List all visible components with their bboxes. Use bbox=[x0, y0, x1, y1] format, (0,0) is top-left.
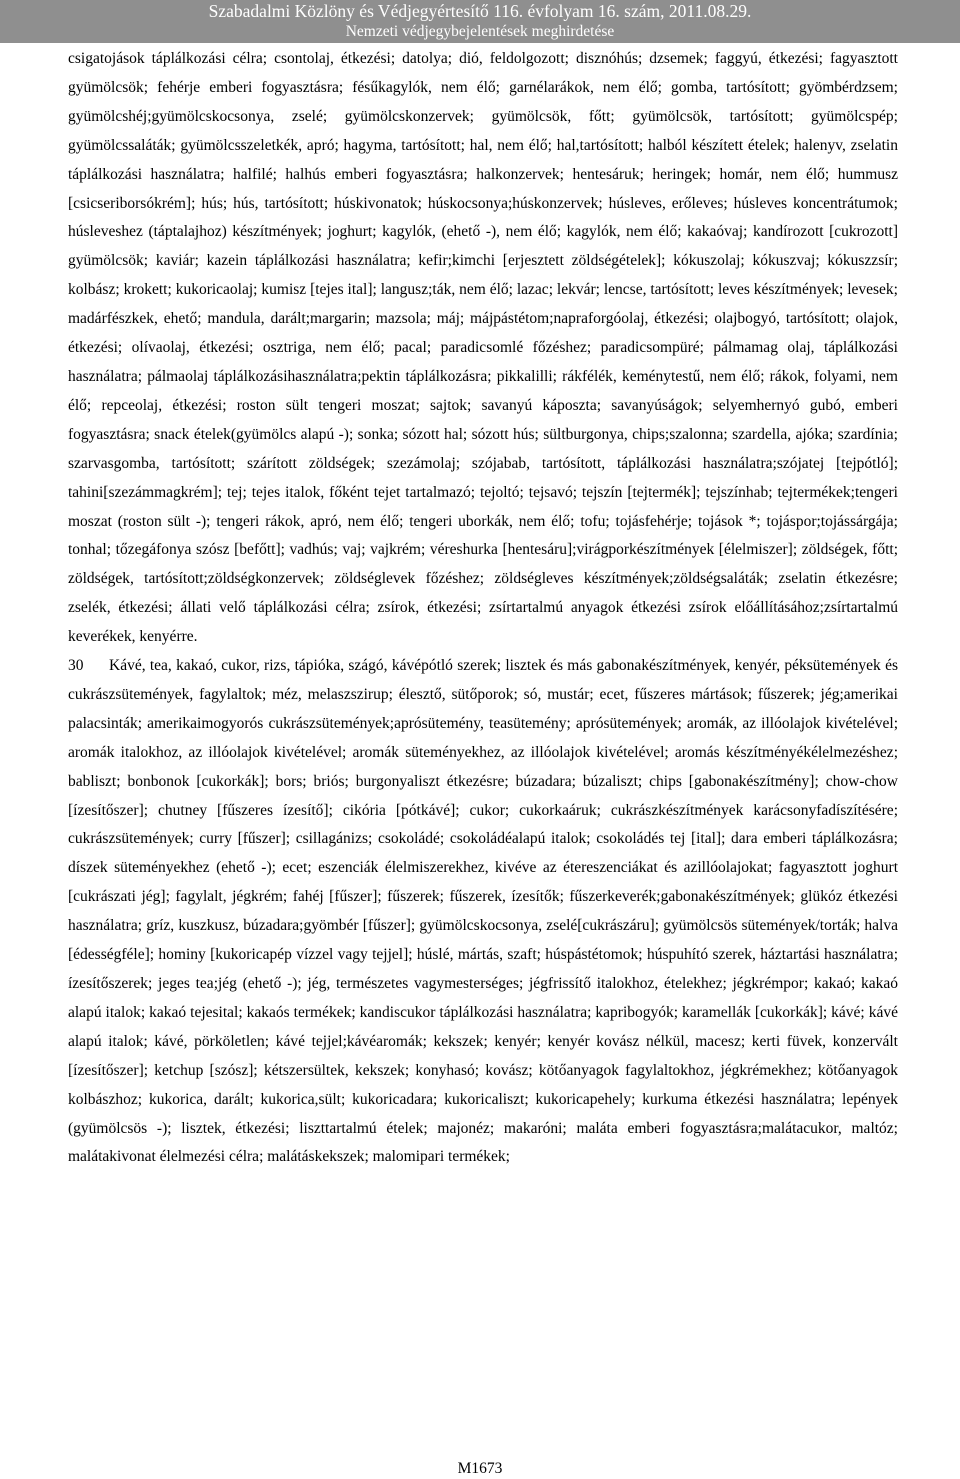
section-title: Nemzeti védjegybejelentések meghirdetése bbox=[345, 23, 615, 40]
publication-title: Szabadalmi Közlöny és Védjegyértesítő 116. évfolyam 16. szám, 2011.08.29. bbox=[208, 1, 752, 21]
class-30-paragraph bbox=[68, 652, 898, 1172]
page-number: M1673 bbox=[457, 1460, 503, 1477]
document-body bbox=[68, 45, 898, 1172]
class-30-text: Kávé, tea, kakaó, cukor, rizs, tápióka, szágó, kávépótló szerek; lisztek és más gabonakészítmények, kenyér, péksütemények és cukrászsütemények, fagylaltok; méz, melaszszirup; élesztő, sütőporok; só, mustár; ecet, fűszeres mártások; fűszerek; jég;amerikai palacsinták; amerikaimogyorós cukrászsütemények;aprósütemény, teasütemény; aprósütemények; aromák, az illóolajok kivételével; aromák italokhoz, az illóolajok kivételével; aromák süteményekhez, az illóolajok kivételével; aromás készítményékélelmezéshez; babliszt; bonbonok [cukorkák]; bors; briós; burgonyaliszt étkezésre; búzadara; búzaliszt; chips [gabonakészítmény]; chow-chow [ízesítőszer]; chutney [fűszeres ízesítő]; cikória [pótkávé]; cukor; cukorkaáruk; cukrászkészítmények karácsonyfadíszítésére; cukrászsütemények; curry [fűszer]; csillagánizs; csokoládé; csokoládéalapú italok; csokoládés tej [ital]; dara emberi táplálkozásra; díszek süteményekhez (ehető -); ecet; eszenciák élelmiszerekhez, kivéve az étereszenciákat és azillóolajokat; fagyasztott joghurt [cukrászati jég]; fagylalt, jégkrém; fahéj [fűszer]; fűszerek; fűszerek, ízesítők; fűszerkeverék;gabonakészítmények; glükóz étkezési használatra; gríz, kuszkusz, búzadara;gyömbér [fűszer]; gyümölcskocsonya, zselé[cukrászáru]; gyümölcsös sütemények/torták; halva [édességféle]; hominy [kukoricapép vízzel vagy tejjel]; húslé, mártás, szaft; húspástétomok; húspuhító szerek, háztartási használatra; ízesítőszerek; jeges tea;jég (ehető -); jég, természetes vagymesterséges; jégfrissítő italokhoz, ételekhez; jégkrémpor; kakaó; kakaó alapú italok; kakaó tejesital; kakaós termékek; kandiscukor táplálkozási használatra; kapribogyók; karamellák [cukorkák]; kávé; kávé alapú italok; kávé, pörköletlen; kávé tejjel;kávéaromák; kekszek; kenyér; kenyér kovász nélkül, macesz; kerti füvek, konzervált [ízesítőszer]; ketchup [szósz]; kétszersültek, kekszek; konyhasó; kovász; kötőanyagok fagylaltokhoz, jégkrémekhez; kötőanyagok kolbászhoz; kukorica, darált; kukorica,sült; kukoricadara; kukoricaliszt; kukoricapehely; kurkuma étkezési használatra; lepények (gyümölcsös -); lisztek, étkezési; liszttartalmú ételek; majonéz; makaróni; maláta emberi fogyasztásra;malátacukor, maltóz; malátakivonat élelmezési célra; malátáskekszek; malomipari termékek; bbox=[68, 657, 898, 1166]
class-number: 30 bbox=[68, 657, 84, 675]
page-header bbox=[0, 0, 960, 43]
goods-list-paragraph: csigatojások táplálkozási célra; csontolaj, étkezési; datolya; dió, feldolgozott; disznóhús; dzsemek; faggyú, étkezési; fagyasztott gyümölcsök; fehérje emberi fogyasztásra; fésűkagylók, nem élő; garnélarákok, nem élő; gomba, tartósított; gyömbérdzsem; gyümölcshéj;gyümölcskocsonya, zselé; gyümölcskonzervek; gyümölcsök, főtt; gyümölcsök, tartósított; gyümölcspép; gyümölcssaláták; gyümölcsszeletkék, apró; hagyma, tartósított; hal, nem élő; hal,tartósított; halból készített ételek; halenyv, zselatin táplálkozási használatra; halfilé; halhús emberi fogyasztásra; halkonzervek; hentesáruk; heringek; homár, nem élő; hummusz [csicseriborsókrém]; hús; hús, tartósított; húskivonatok; húskocsonya;húskonzervek; húsleves, erőleves; húsleves koncentrátumok; húsleveshez (táptalajhoz) készítmények; joghurt; kagylók, (ehető -), nem élő; kagylók, nem élő; kakaóvaj; kandírozott [cukrozott] gyümölcsök; kaviár; kazein táplálkozási használatra; kefir;kimchi [erjesztett zöldségételek]; kókuszolaj; kókuszvaj; kókuszzsír; kolbász; krokett; kukoricaolaj; kumisz [tejes ital]; langusz;ták, nem élő; lazac; lekvár; lencse, tartósított; leves készítmények; levesek; madárfészkek, ehető; mandula, darált;margarin; mazsola; máj; májpástétom;napraforgóolaj, étkezési; olajbogyó, tartósított; olajok, étkezési; olívaolaj, étkezési; osztriga, nem élő; pacal; paradicsomlé főzéshez; paradicsompüré; pálmamag olaj, táplálkozási használatra; pálmaolaj táplálkozásihasználatra;pektin táplálkozásra; pikkalilli; rákfélék, keménytestű, nem élő; rákok, folyami, nem élő; repceolaj, étkezési; roston sült tengeri moszat; sajtok; savanyú káposzta; savanyúságok; selyemhernyó gubó, emberi fogyasztásra; snack ételek(gyümölcs alapú -); sonka; sózott hal; sózott hús; sültburgonya, chips;szalonna; szardella, ajóka; szardínia; szarvasgomba, tartósított; szárított zöldségek; szezámolaj; szójabab, tartósított, táplálkozási használatra;szójatej [tejpótló]; tahini[szezámmagkrém]; tej; tejes italok, főként tejet tartalmazó; tejoltó; tejsavó; tejszín [tejtermék]; tejszínhab; tejtermékek;tengeri moszat (roston sült -); tengeri rákok, apró, nem élő; tengeri uborkák, nem élő; tofu; tojásfehérje; tojások *; tojáspor;tojássárgája; tonhal; tőzegáfonya szósz [befőtt]; vadhús; vaj; vajkrém; véreshurka [hentesáru];virágporkészítmények [élelmiszer]; zöldségek, főtt; zöldségek, tartósított;zöldségkonzervek; zöldséglevek főzéshez; zöldségleves készítmények;zöldségsaláták; zselatin étkezésre; zselék, étkezési; állati velő táplálkozási célra; zsírok, étkezési; zsírtartalmú anyagok étkezési zsírok előállításához;zsírtartalmú keverékek, kenyérre. bbox=[68, 50, 898, 646]
